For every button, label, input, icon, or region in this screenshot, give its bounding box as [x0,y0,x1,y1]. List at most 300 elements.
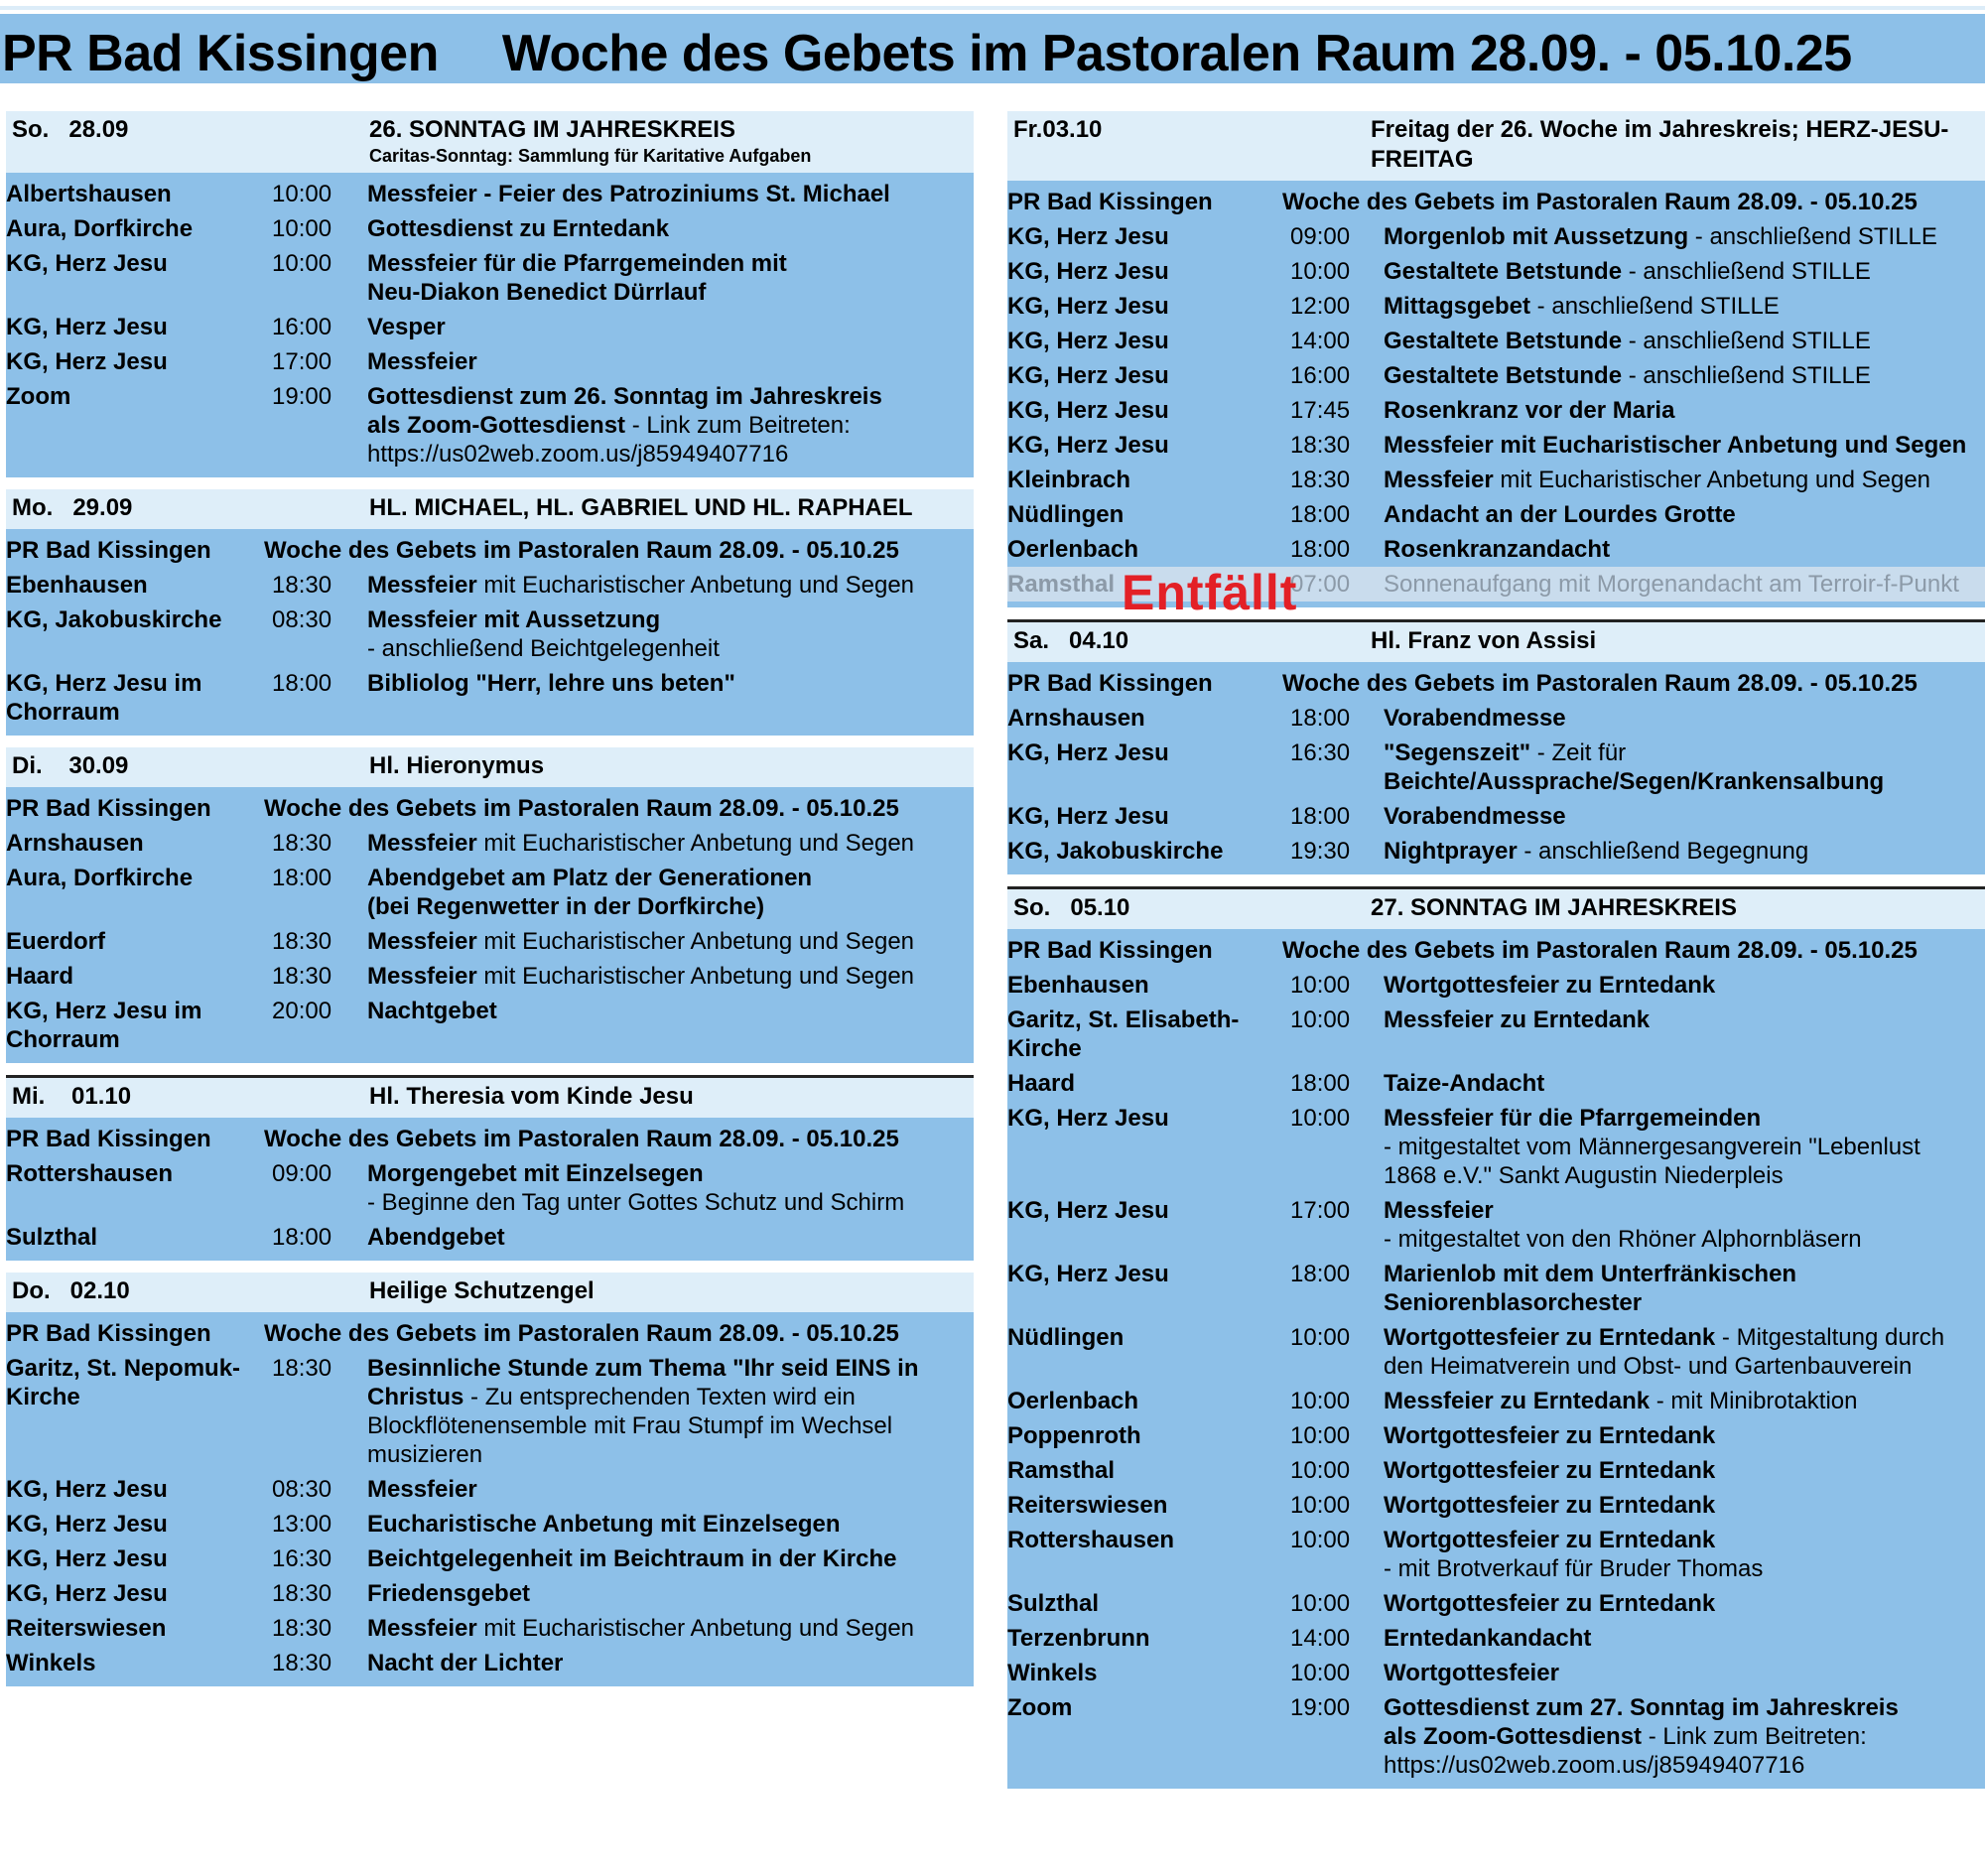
event-time: 07:00 [1290,571,1351,598]
event-note: - Zeit für [1530,739,1627,766]
event-row [1007,736,1985,799]
event-description [353,382,974,469]
event-row [1007,1003,1985,1066]
event-place: KG, Herz Jesu [6,314,168,340]
event-time: 10:00 [272,181,332,207]
day-date: Do. 02.10 [12,1277,130,1304]
event-note: - anschließend STILLE [1622,328,1871,354]
event-time: 14:00 [1290,1625,1351,1652]
day-mo2909 [6,489,974,736]
week-parish: PR Bad Kissingen [6,1126,211,1152]
event-time: 13:00 [272,1511,332,1538]
event-note: mit Eucharistischer Anbetung und Segen [476,928,915,955]
event-description [1370,1323,1985,1381]
event-row [1007,1384,1985,1418]
event-title: Wortgottesfeier [1384,1660,1559,1686]
event-title-cont [367,411,968,440]
event-description [1370,802,1985,831]
event-title: Messfeier [367,1476,477,1503]
event-description [1370,1421,1985,1450]
week-title: Woche des Gebets im Pastoralen Raum 28.09. - 05.10.25 [264,1320,899,1347]
event-title: Nachtgebet [367,998,497,1024]
event-title: Gestaltete Betstunde [1384,328,1623,354]
event-note: - anschließend STILLE [1688,223,1937,250]
event-row [1007,463,1985,497]
event-place: KG, Herz Jesu im Chorraum [6,998,202,1053]
day-date: So. 05.10 [1013,894,1130,921]
event-row [6,568,974,603]
week-parish: PR Bad Kissingen [1007,670,1213,697]
event-row [6,1351,974,1472]
event-description [353,1544,974,1573]
event-place: KG, Herz Jesu [6,348,168,375]
event-description [353,1510,974,1539]
event-time: 19:00 [1290,1694,1351,1721]
event-time: 18:30 [272,572,332,599]
event-time: 18:30 [272,1650,332,1676]
event-row [1007,1488,1985,1523]
event-place: Arnshausen [6,830,144,857]
event-time: 10:00 [1290,972,1351,999]
event-place: Zoom [1007,1694,1073,1721]
event-row [1007,1621,1985,1656]
event-place: Oerlenbach [1007,1388,1139,1414]
week-title: Woche des Gebets im Pastoralen Raum 28.09. - 05.10.25 [264,537,899,564]
day-date: Fr.03.10 [1013,116,1103,143]
event-description [1370,396,1985,425]
event-time: 16:00 [272,314,332,340]
event-title: Besinnliche Stunde zum Thema "Ihr seid EINS in Christus [367,1355,919,1410]
event-title-line2: Beichte/Aussprache/Segen/Krankensalbung [1384,768,1885,795]
event-description [1370,1005,1985,1063]
event-description [1370,500,1985,529]
event-place: Zoom [6,383,71,410]
event-description [353,214,974,243]
event-place: Albertshausen [6,181,172,207]
day-events [6,1312,974,1686]
event-place: Nüdlingen [1007,1324,1125,1351]
event-place: Ramsthal [1007,1457,1116,1484]
cancelled-event-row [1007,565,1985,620]
top-rule [0,6,1985,10]
day-header [6,1078,974,1118]
event-row [6,666,974,730]
event-note: - anschließend STILLE [1622,258,1871,285]
event-title: Messfeier [367,830,477,857]
day-feast: 27. SONNTAG IM JAHRESKREIS [1371,894,1737,921]
event-place: Garitz, St. Nepomuk-Kirche [6,1355,241,1410]
event-description [1370,971,1985,1000]
event-description [353,1475,974,1504]
event-title-cont [1384,1722,1979,1751]
event-row [6,211,974,246]
day-date: Di. 30.09 [12,752,129,779]
event-description [1370,1659,1985,1687]
event-row [6,246,974,310]
event-title: Messfeier [367,572,477,599]
event-title: Messfeier [367,963,477,990]
event-description [353,962,974,991]
event-title: "Segenszeit" [1384,739,1531,766]
event-row [1007,1257,1985,1320]
event-time: 09:00 [272,1160,332,1187]
event-time: 10:00 [1290,1457,1351,1484]
event-title: Eucharistische Anbetung mit Einzelsegen [367,1511,841,1538]
event-time: 18:00 [272,1224,332,1251]
event-title: Morgengebet mit Einzelsegen [367,1160,704,1187]
event-row [1007,701,1985,736]
event-description [353,997,974,1054]
event-time: 10:00 [272,215,332,242]
event-row [1007,968,1985,1003]
event-place: KG, Herz Jesu [6,1511,168,1538]
week-parish: PR Bad Kissingen [1007,189,1213,215]
event-title: Messfeier [1384,467,1494,493]
event-title: Gottesdienst zum 27. Sonntag im Jahreskreis [1384,1694,1899,1721]
event-detail: - mitgestaltet vom Männergesangverein "Lebenlust 1868 e.V." Sankt Augustin Niederpleis [1384,1134,1920,1189]
event-time: 08:30 [272,1476,332,1503]
event-title: Messfeier zu Erntedank [1384,1006,1651,1033]
day-feast: Hl. Hieronymus [369,752,545,779]
page-header [0,14,1985,83]
event-row [1007,1101,1985,1193]
day-feast: Freitag der 26. Woche im Jahreskreis; HERZ-JESU-FREITAG [1371,116,1949,173]
event-place: KG, Herz Jesu [1007,397,1169,424]
event-row [6,994,974,1057]
event-row [1007,358,1985,393]
event-place: Arnshausen [1007,705,1145,732]
event-place: KG, Herz Jesu [1007,362,1169,389]
day-do0210 [6,1273,974,1686]
week-of-prayer-row [1007,666,1985,701]
header-parish: PR Bad Kissingen [2,25,439,82]
day-date: Mi. 01.10 [12,1083,132,1110]
event-time: 10:00 [1290,258,1351,285]
day-events [1007,662,1985,874]
event-time: 19:30 [1290,838,1351,865]
event-title: Gottesdienst zu Erntedank [367,215,670,242]
event-row [1007,1066,1985,1101]
day-feast: Hl. Franz von Assisi [1371,627,1597,654]
event-title: Vorabendmesse [1384,705,1566,732]
event-description [1370,1624,1985,1653]
day-so0510 [1007,886,1985,1789]
event-row [6,1611,974,1646]
event-time: 18:00 [1290,501,1351,528]
event-row [1007,324,1985,358]
event-row [1007,393,1985,428]
event-time: 17:45 [1290,397,1351,424]
event-place: KG, Herz Jesu [1007,258,1169,285]
event-place: Reiterswiesen [1007,1492,1168,1519]
event-place: KG, Herz Jesu [6,250,168,277]
event-detail: - mitgestaltet von den Rhöner Alphornbläsern [1384,1226,1862,1253]
event-time: 10:00 [1290,1324,1351,1351]
event-row [1007,289,1985,324]
event-title: Gestaltete Betstunde [1384,258,1623,285]
event-description [1370,1069,1985,1098]
event-place: Terzenbrunn [1007,1625,1150,1652]
event-time: 16:30 [272,1545,332,1572]
day-sa0410 [1007,619,1985,874]
event-title: Marienlob mit dem Unterfränkischen Seniorenblasorchester [1384,1261,1797,1316]
event-title: Morgenlob mit Aussetzung [1384,223,1689,250]
day-events [6,1118,974,1261]
week-parish: PR Bad Kissingen [6,1320,211,1347]
event-title: Vesper [367,314,446,340]
event-time: 18:00 [272,865,332,891]
event-place: KG, Herz Jesu [6,1476,168,1503]
day-fr0310 [1007,111,1985,620]
day-header [1007,622,1985,662]
event-description [1370,738,1985,796]
event-description [353,571,974,600]
event-description [353,347,974,376]
event-place: Haard [6,963,74,990]
event-row [6,1541,974,1576]
day-header [6,489,974,529]
event-time: 10:00 [1290,1422,1351,1449]
day-events [1007,929,1985,1789]
event-description [353,927,974,956]
event-place: KG, Herz Jesu [1007,1197,1169,1224]
event-place: KG, Herz Jesu [1007,1261,1169,1287]
event-place: KG, Herz Jesu [6,1545,168,1572]
event-time: 10:00 [1290,1590,1351,1617]
event-row [1007,497,1985,532]
event-title-line2: als Zoom-Gottesdienst [1384,1723,1643,1750]
event-place: KG, Herz Jesu [1007,739,1169,766]
event-place: Rottershausen [6,1160,174,1187]
event-time: 18:30 [272,963,332,990]
event-row [1007,1418,1985,1453]
event-time: 18:00 [1290,1070,1351,1097]
event-description [1370,1589,1985,1618]
event-time: 09:00 [1290,223,1351,250]
event-note-cont: - Link zum Beitreten: [625,412,851,439]
event-detail: - anschließend Beichtgelegenheit [367,635,720,662]
event-description [1370,1693,1985,1780]
event-row [1007,834,1985,869]
event-title: Messfeier mit Aussetzung [367,606,661,633]
event-title: Messfeier zu Erntedank [1384,1388,1651,1414]
week-of-prayer-row [1007,185,1985,219]
event-description [353,249,974,307]
day-events [6,529,974,736]
event-row [1007,532,1985,567]
event-place: KG, Herz Jesu im Chorraum [6,670,202,726]
event-place: Haard [1007,1070,1076,1097]
event-place: Ebenhausen [1007,972,1149,999]
event-title: Wortgottesfeier zu Erntedank [1384,972,1716,999]
event-note-cont: - Link zum Beitreten: [1642,1723,1867,1750]
event-title-line2: (bei Regenwetter in der Dorfkirche) [367,893,765,920]
event-place: KG, Herz Jesu [1007,223,1169,250]
event-row [6,826,974,861]
event-time: 10:00 [272,250,332,277]
day-events [6,173,974,477]
event-title: Rosenkranz vor der Maria [1384,397,1675,424]
event-title-line2: als Zoom-Gottesdienst [367,412,626,439]
event-place: Rottershausen [1007,1527,1175,1553]
event-title: Wortgottesfeier zu Erntedank [1384,1590,1716,1617]
event-row [6,1472,974,1507]
event-title: Taize-Andacht [1384,1070,1545,1097]
event-place: Poppenroth [1007,1422,1141,1449]
event-description [353,313,974,341]
day-date: So. 28.09 [12,116,129,143]
day-feast: Heilige Schutzengel [369,1277,595,1304]
event-detail: https://us02web.zoom.us/j85949407716 [367,441,789,468]
event-title: Wortgottesfeier zu Erntedank [1384,1457,1716,1484]
day-events [6,787,974,1063]
event-description [1370,257,1985,286]
event-time: 18:00 [1290,803,1351,830]
event-description [1370,535,1985,564]
event-row [6,1576,974,1611]
event-row [6,1220,974,1255]
week-title: Woche des Gebets im Pastoralen Raum 28.09. - 05.10.25 [1282,937,1918,964]
event-time: 10:00 [1290,1527,1351,1553]
event-description [353,1159,974,1217]
event-row [1007,1656,1985,1690]
week-parish: PR Bad Kissingen [6,795,211,822]
event-title-cont [367,278,968,307]
event-row [1007,254,1985,289]
week-parish: PR Bad Kissingen [1007,937,1213,964]
event-note: mit Eucharistischer Anbetung und Segen [476,963,915,990]
event-description [1370,222,1985,251]
event-detail: - Beginne den Tag unter Gottes Schutz und Schirm [367,1189,905,1216]
event-time: 18:30 [272,1580,332,1607]
event-description [353,864,974,921]
event-description [1370,704,1985,733]
week-of-prayer-row [6,1122,974,1156]
event-description [1370,837,1985,866]
event-description [1370,327,1985,355]
event-time: 18:30 [1290,432,1351,459]
event-row [6,379,974,471]
event-row [6,861,974,924]
event-title: Rosenkranzandacht [1384,536,1611,563]
event-title: Vorabendmesse [1384,803,1566,830]
event-title: Messfeier für die Pfarrgemeinden [1384,1105,1762,1132]
event-place: Kleinbrach [1007,467,1131,493]
week-parish: PR Bad Kissingen [6,537,211,564]
event-place: Euerdorf [6,928,106,955]
event-row [1007,799,1985,834]
event-description [1370,292,1985,321]
event-description [1370,1260,1985,1317]
week-title: Woche des Gebets im Pastoralen Raum 28.09. - 05.10.25 [264,795,899,822]
day-date: Mo. 29.09 [12,494,133,521]
event-row [6,924,974,959]
day-so2809 [6,111,974,477]
event-place: Winkels [6,1650,96,1676]
event-note: - anschließend STILLE [1622,362,1871,389]
event-time: 17:00 [1290,1197,1351,1224]
week-of-prayer-row [6,1316,974,1351]
event-time: 10:00 [1290,1660,1351,1686]
event-place: Nüdlingen [1007,501,1125,528]
event-place: Ebenhausen [6,572,148,599]
event-row [6,177,974,211]
event-description [353,1354,974,1469]
event-title: Abendgebet am Platz der Generationen [367,865,813,891]
day-header [1007,889,1985,929]
day-di3009 [6,747,974,1063]
event-place: Sulzthal [1007,1590,1100,1617]
day-events [1007,181,1985,620]
event-title: Bibliolog "Herr, lehre uns beten" [367,670,735,697]
event-note: - Mitgestaltung durch den Heimatverein und Obst- und Gartenbauverein [1384,1324,1945,1380]
event-place: Aura, Dorfkirche [6,215,194,242]
event-time: 18:30 [272,928,332,955]
event-note: mit Eucharistischer Anbetung und Segen [1493,467,1931,493]
event-row [1007,1586,1985,1621]
event-title: Friedensgebet [367,1580,531,1607]
event-title: Messfeier mit Eucharistischer Anbetung und Segen [1384,432,1967,459]
event-row [6,1646,974,1680]
event-place: KG, Herz Jesu [6,1580,168,1607]
week-of-prayer-row [6,791,974,826]
event-place: KG, Herz Jesu [1007,328,1169,354]
event-place: KG, Herz Jesu [1007,432,1169,459]
event-time: 08:30 [272,606,332,633]
event-title-cont [1384,767,1979,796]
event-title: Messfeier [367,928,477,955]
event-time: 10:00 [1290,1492,1351,1519]
event-time: 19:00 [272,383,332,410]
event-note: mit Eucharistischer Anbetung und Segen [476,830,915,857]
event-description [353,669,974,727]
event-title: Wortgottesfeier zu Erntedank [1384,1324,1716,1351]
day-feast: 26. SONNTAG IM JAHRESKREIS [369,116,735,143]
event-time: 17:00 [272,348,332,375]
cancelled-stamp: Entfällt [1122,565,1298,620]
event-place: Winkels [1007,1660,1098,1686]
event-row [6,603,974,666]
event-time: 18:30 [272,1355,332,1382]
event-row [1007,1193,1985,1257]
event-note: - anschließend Begegnung [1517,838,1809,865]
event-place: Aura, Dorfkirche [6,865,194,891]
event-description [1370,1526,1985,1583]
event-place: KG, Jakobuskirche [1007,838,1224,865]
event-title: Messfeier [367,348,477,375]
day-header [6,747,974,787]
event-row [1007,1690,1985,1783]
event-description [1370,1104,1985,1190]
day-feast: Hl. Theresia vom Kinde Jesu [369,1083,694,1110]
right-column [1007,111,1985,1801]
event-time: 16:30 [1290,739,1351,766]
left-column [6,111,974,1698]
event-title: Mittagsgebet [1384,293,1531,320]
event-row [6,959,974,994]
day-header [6,111,974,173]
event-description [353,1649,974,1677]
event-title: Messfeier - Feier des Patroziniums St. Michael [367,181,890,207]
event-place: Oerlenbach [1007,536,1139,563]
event-title: Nacht der Lichter [367,1650,564,1676]
event-place: Ramsthal [1007,571,1116,598]
event-time: 10:00 [1290,1105,1351,1132]
event-row [1007,219,1985,254]
event-place: KG, Herz Jesu [1007,1105,1169,1132]
event-time: 12:00 [1290,293,1351,320]
event-row [1007,1320,1985,1384]
